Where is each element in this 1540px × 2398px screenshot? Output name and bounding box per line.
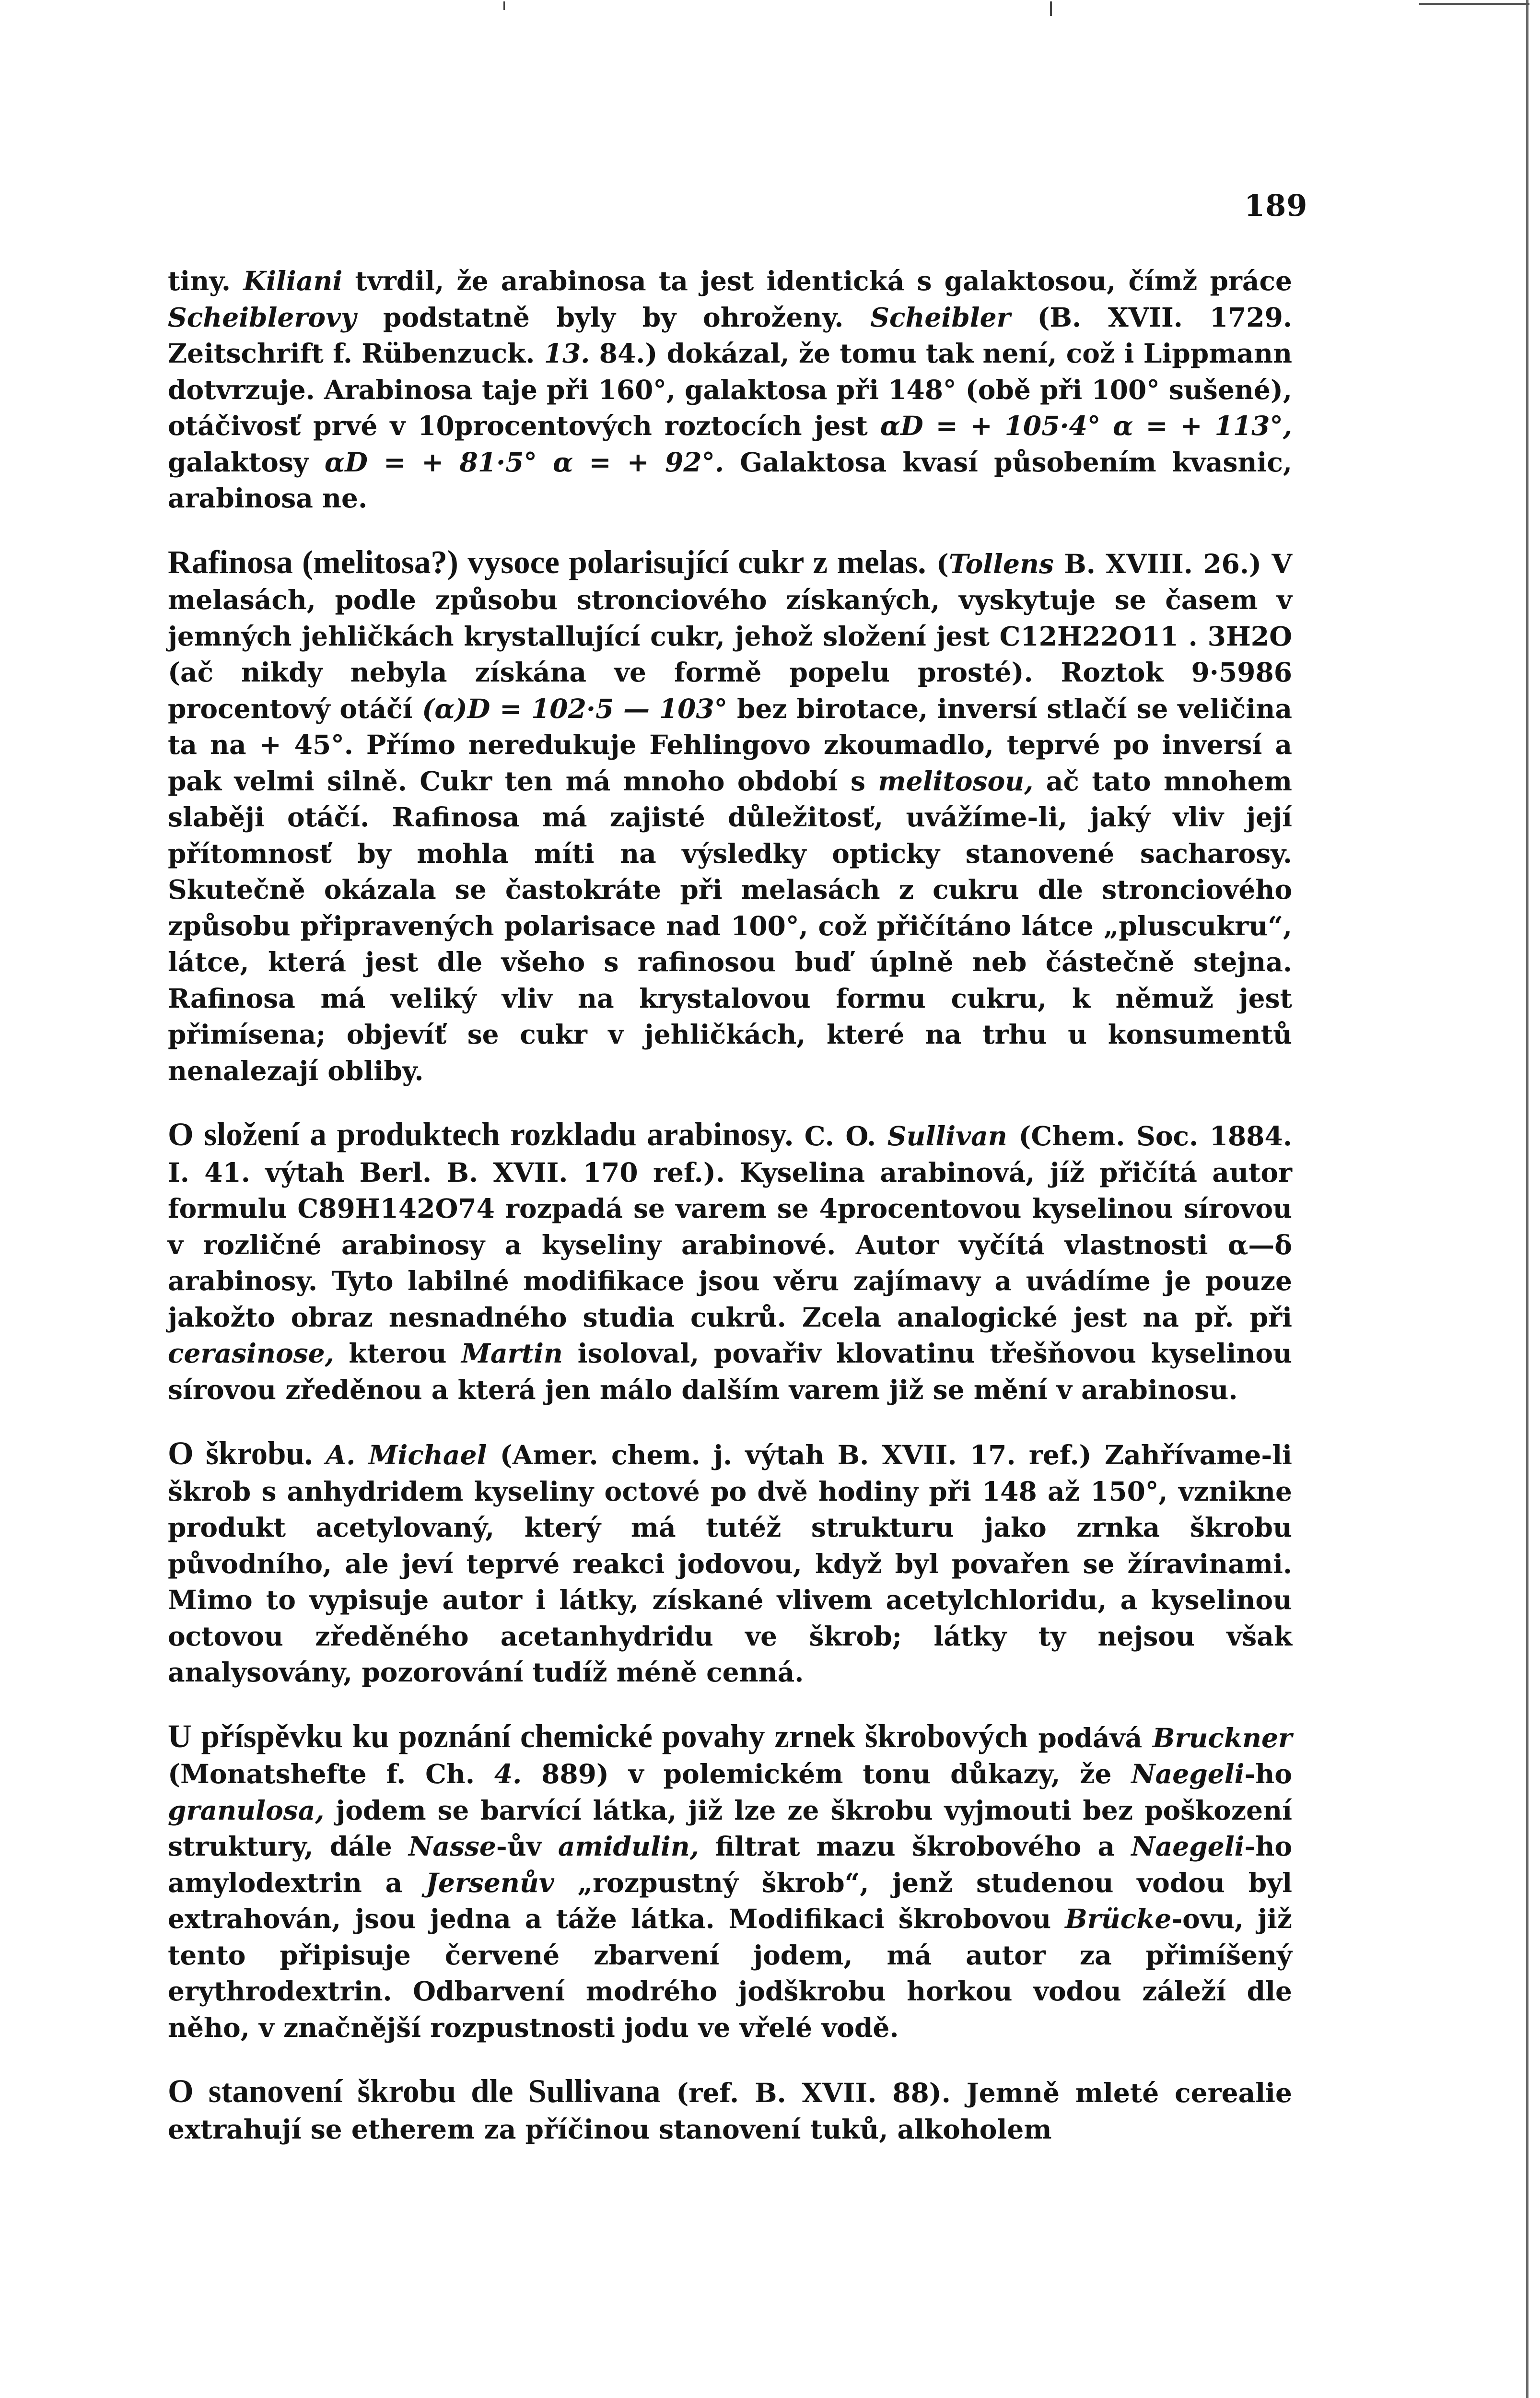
author-name: A. Michael <box>326 1439 487 1470</box>
rotation-value: αD = + 105·4° α = + 113°, <box>880 410 1292 441</box>
page-number: 189 <box>1244 188 1308 223</box>
section-stanoveni-skrobu: O stanovení škrobu dle Sullivana (ref. B. XVII. 88). Jemně mleté cerealie extrahují se etherem za příčinou stanovení tuků, alkoholem <box>168 2073 1292 2145</box>
author-name: Sullivan <box>887 1120 1007 1152</box>
author-name: Martin <box>461 1338 563 1369</box>
author-name: Bruckner <box>1152 1722 1292 1753</box>
rotation-value: (α)D = 102·5 — 103° <box>422 693 728 724</box>
author-name: Tollens <box>948 548 1054 579</box>
section-heading: O složení a produktech rozkladu arabinosy. <box>168 1116 793 1152</box>
scan-edge-line <box>1526 0 1528 2398</box>
scan-top-line <box>1419 3 1529 5</box>
rotation-value: αD = + 81·5° α = + 92°. <box>324 446 724 478</box>
scan-mark <box>1050 1 1052 16</box>
section-heading: U příspěvku ku poznání chemické povahy zrnek škrobových <box>168 1717 1028 1754</box>
page-body <box>168 263 1292 2147</box>
section-heading: Rafinosa (melitosa?) vysoce polarisující cukr z melas. <box>168 543 926 580</box>
section-heading: O škrobu. <box>168 1435 313 1471</box>
chemical-formula: C12H22O11 . 3H2O <box>999 620 1292 652</box>
section-heading: O stanovení škrobu dle Sullivana <box>168 2073 661 2109</box>
chemical-formula: C89H142O74 <box>297 1193 495 1224</box>
section-arabinosa-slozeni: O složení a produktech rozkladu arabinosy. C. O. Sullivan (Chem. Soc. 1884. I. 41. výtah Berl. B. XVII. 170 ref.). Kyselina arabinová, jíž přičítá autor formulu C89H142O74 rozpadá se varem se 4procentovou kyselinou sírovou v rozličné arabinosy a kyseliny arabinové. Autor vyčítá vlastnosti α—δ arabinosy. Tyto labilné modifikace jsou věru zajímavy a uvádíme je pouze jakožto obraz nesnadného studia cukrů. Zcela analogické jest na př. při cerasinose, kterou Martin isoloval, povařiv klovatinu třešňovou kyselinou sírovou zředěnou a která jen málo dalším varem již se mění v arabinosu. <box>168 1116 1293 1405</box>
author-name: Nasse <box>408 1831 496 1862</box>
author-name: Jersenův <box>425 1867 554 1898</box>
author-name: Scheibler <box>870 301 1011 333</box>
author-name: Naegeli <box>1131 1758 1245 1789</box>
section-skrob: O škrobu. A. Michael (Amer. chem. j. výtah B. XVII. 17. ref.) Zahřívame-li škrob s anhydridem kyseliny octové po dvě hodiny při 148 až 150°, vznikne produkt acetylovaný, který má tutéž strukturu jako zrnka škrobu původního, ale jeví teprvé reakci jodovou, když byl povařen se žíravinami. Mimo to vypisuje autor i látky, získané vlivem acetylchloridu, a kyselinou octovou zředěného acetanhydridu ve škrob; látky ty nejsou však analysovány, pozorování tudíž méně cenná. <box>168 1435 1293 1688</box>
author-name: Kiliani <box>243 265 343 296</box>
author-name: Naegeli <box>1131 1831 1245 1862</box>
author-name: Scheiblerovy <box>168 301 357 333</box>
author-name: Brücke <box>1065 1903 1172 1934</box>
scan-mark <box>503 1 505 10</box>
section-rafinosa: Rafinosa (melitosa?) vysoce polarisující cukr z melas. (Tollens B. XVIII. 26.) V melasách, podle způsobu stronciového získaných, vyskytuje se časem v jemných jehličkách krystallující cukr, jehož složení jest C12H22O11 . 3H2O (ač nikdy nebyla získána ve formě popelu prosté). Roztok 9·5986 procentový otáčí (α)D = 102·5 — 103° bez birotace, inversí stlačí se veličina ta na + 45°. Přímo neredukuje Fehlingovo zkoumadlo, teprvé po inversí a pak velmi silně. Cukr ten má mnoho období s melitosou, ač tato mnohem slaběji otáčí. Rafinosa má zajisté důležitosť, uvážíme-li, jaký vliv její přítomnosť by mohla míti na výsledky opticky stanovené sacharosy. Skutečně okázala se častokráte při melasách z cukru dle stronciového způsobu připravených polarisace nad 100°, což přičítáno látce „pluscukru“, látce, která jest dle všeho s rafinosou buď úplně neb částečně stejna. Rafinosa má veliký vliv na krystalovou formu cukru, k němuž jest přimísena; objevíť se cukr v jehličkách, které na trhu u konsumentů nenalezají obliby. <box>168 543 1293 1086</box>
section-zrnka-skrobova: U příspěvku ku poznání chemické povahy zrnek škrobových podává Bruckner (Monatshefte f. Ch. 4. 889) v polemickém tonu důkazy, že Naegeli-ho granulosa, jodem se barvící látka, již lze ze škrobu vyjmouti bez poškození struktury, dále Nasse-ův amidulin, filtrat mazu škrobového a Naegeli-ho amylodextrin a Jersenův „rozpustný škrob“, jenž studenou vodou byl extrahován, jsou jedna a táže látka. Modifikaci škrobovou Brücke-ovu, již tento připisuje červené zbarvení jodem, má autor za přimíšený erythrodextrin. Odbarvení modrého jodškrobu horkou vodou záleží dle něho, v značnější rozpustnosti jodu ve vřelé vodě. <box>168 1717 1293 2043</box>
paragraph-arabinosa: tiny. Kiliani tvrdil, že arabinosa ta jest identická s galaktosou, čímž práce Scheiblerovy podstatně byly by ohroženy. Scheibler (B. XVII. 1729. Zeitschrift f. Rübenzuck. 13. 84.) dokázal, že tomu tak není, což i Lippmann dotvrzuje. Arabinosa taje při 160°, galaktosa při 148° (obě při 100° sušené), otáčivosť prvé v 10procentových roztocích jest αD = + 105·4° α = + 113°, galaktosy αD = + 81·5° α = + 92°. Galaktosa kvasí působením kvasnic, arabinosa ne. <box>168 265 1293 514</box>
